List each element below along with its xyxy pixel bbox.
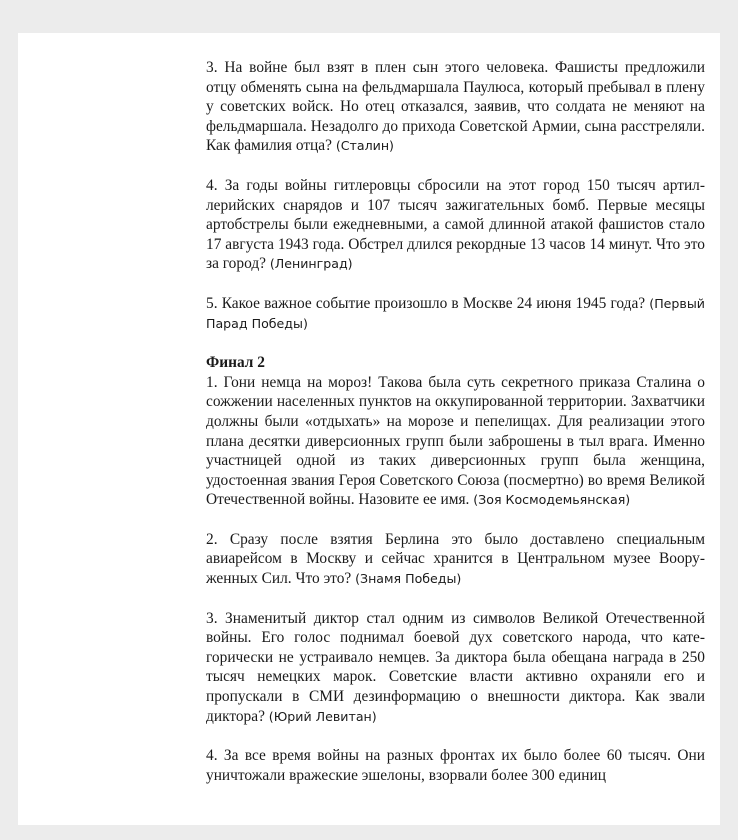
answer-text: (Знамя Победы) <box>355 571 462 587</box>
question-text: 4. За годы войны гитлеровцы сбросили на этот город 150 тысяч артиллерийских снарядов и 107 тысяч зажигательных бомб. Первые месяцы артобстрелы были ежедневными, а самой длинной атакой фашистов стало 17 августа 1943 года. Обстрел длился рекордные 13 часов 14 минут. Что это за город? <box>206 176 705 273</box>
question-text: 4. За все время войны на разных фронтах их было более 60 тысяч. Они уничтожали вражеские эшелоны, взорвали более 300 единиц <box>206 747 705 784</box>
document-content <box>206 58 705 805</box>
question-text: 3. На войне был взят в плен сын этого человека. Фашисты предложили отцу обменять сына на фельдмаршала Паулюса, который пребывал в плену у советских войск. Но отец отказался, заявив, что солдата не меняют на фельдмаршала. Незадолго до прихода Советской Армии, сына расстреляли. Как фамилия отца? <box>206 59 705 155</box>
question-text: 5. Какое важное событие произошло в Москве 24 июня 1945 года? <box>206 294 646 312</box>
question-block <box>206 58 705 156</box>
question-block <box>206 530 705 589</box>
section-block <box>206 353 705 510</box>
question-text: 2. Сразу после взятия Берлина это было доставлено специальным авиарейсом в Москву и сейчас хранится в Центральном музее Вооруженных Сил. Что это? <box>206 530 705 588</box>
question-block <box>206 294 705 333</box>
question-block <box>206 746 705 785</box>
answer-text: (Зоя Космодемьянская) <box>473 492 631 508</box>
question-text: 3. Знаменитый диктор стал одним из символов Великой Отечественной войны. Его голос поднимал боевой дух советского народа, что категорически не устраивало немцев. За диктора была обещана награда в 250 тысяч немецких марок. Советские власти активно охраняли его и пропускали в СМИ дезинформацию о внешности диктора. Как звали диктора? <box>206 609 705 725</box>
answer-text: (Юрий Левитан) <box>268 708 377 724</box>
section-heading: Финал 2 <box>206 354 265 372</box>
answer-text: (Ленинград) <box>269 256 353 272</box>
question-block <box>206 176 705 274</box>
answer-text: (Первый Парад Победы) <box>206 295 705 331</box>
question-block <box>206 609 705 727</box>
document-page <box>18 33 720 825</box>
question-text: 1. Гони немца на мороз! Такова была суть секретного приказа Сталина о сожжении населенных пунктов на оккупированной территории. Захватчики должны были «отдыхать» на морозе и пепелищах. Для реализации этого плана десятки диверсионных групп были заброшены в тыл врага. Именно участницей одной из таких диверсионных групп была женщина, удостоенная звания Героя Советского Союза (посмертно) во время Великой Отечественной войны. Назовите ее имя. <box>206 373 705 509</box>
answer-text: (Сталин) <box>335 138 394 154</box>
